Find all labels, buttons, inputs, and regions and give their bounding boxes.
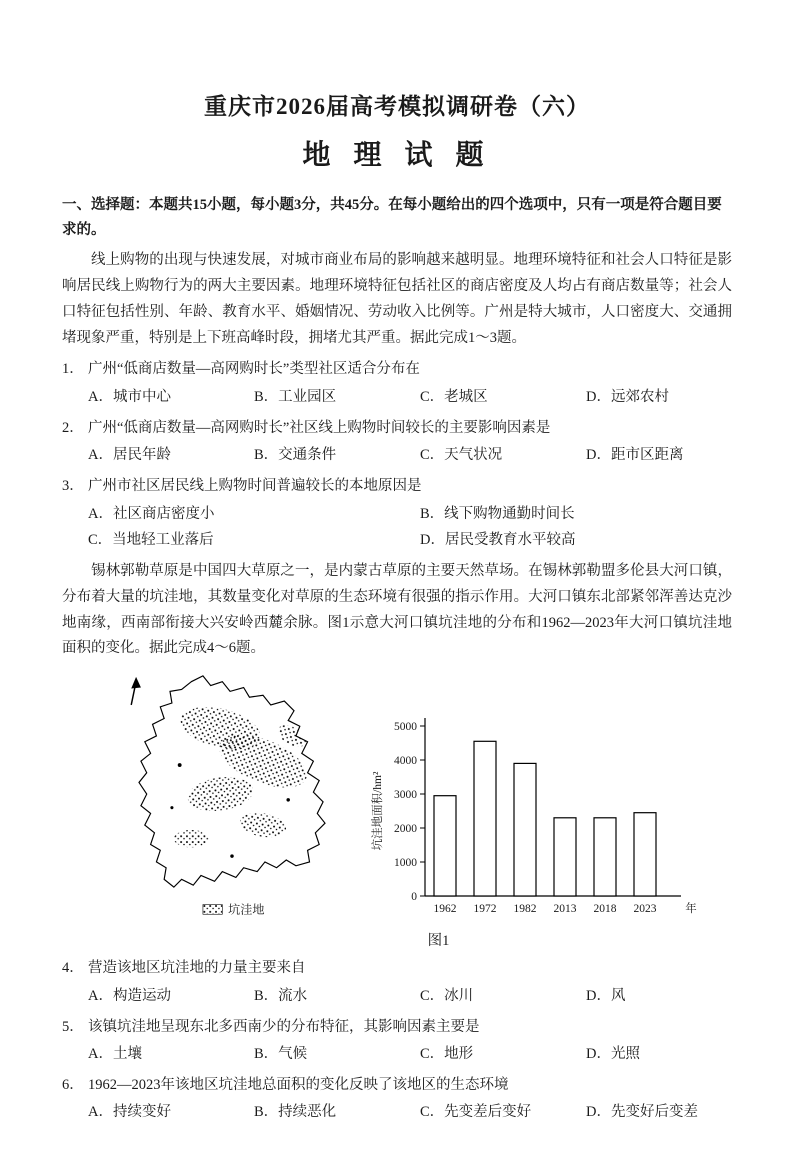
- question-options: [62, 384, 732, 410]
- svg-text:坑洼地面积/hm²: 坑洼地面积/hm²: [372, 771, 384, 851]
- option-b: B．流水: [254, 987, 308, 1004]
- svg-text:4000: 4000: [394, 755, 417, 768]
- svg-text:1000: 1000: [394, 857, 417, 870]
- map-legend: [203, 901, 265, 916]
- option-d: D．先变好后变差: [586, 1104, 698, 1121]
- option-d: D．距市区距离: [586, 447, 684, 464]
- svg-text:年: 年: [685, 903, 697, 916]
- question-number: 6．: [62, 1077, 84, 1094]
- option-a: A．土壤: [88, 1046, 142, 1062]
- question-stem: [62, 357, 732, 382]
- question-stem: [62, 474, 732, 499]
- page-title: 重庆市2026届高考模拟调研卷（六）: [204, 94, 590, 119]
- bar-chart-svg: [365, 710, 725, 922]
- passage-2: 锡林郭勒草原是中国四大草原之一，是内蒙古草原的主要天然草场。在锡林郭勒盟多伦县大河口镇，分布着大量的坑洼地，其数量变化对草原的生态环境有很强的指示作用。大河口镇东北部紧邻浑善达克沙地南缘，西南部衔接大兴安岭西麓余脉。图1示意大河口镇坑洼地的分布和1962—2023年大河口镇坑洼地面积的变化。据此完成4～6题。: [62, 562, 732, 657]
- map-svg: [107, 672, 357, 922]
- option-b: B．交通条件: [254, 447, 337, 464]
- question-number: 5．: [62, 1018, 84, 1035]
- question-text: 营造该地区坑洼地的力量主要来自: [88, 960, 306, 977]
- question-number: 1．: [62, 361, 84, 378]
- question-stem: [62, 1073, 732, 1098]
- option-c: C．冰川: [420, 987, 474, 1004]
- question-2: [62, 416, 732, 468]
- option-a: A．居民年龄: [88, 447, 171, 464]
- svg-text:2023: 2023: [633, 903, 657, 916]
- question-text: 1962—2023年该地区坑洼地总面积的变化反映了该地区的生态环境: [88, 1077, 509, 1094]
- question-number: 2．: [62, 419, 84, 436]
- option-a: A．社区商店密度小: [88, 505, 215, 522]
- question-stem: [62, 416, 732, 441]
- question-3: [62, 474, 732, 553]
- option-c: C．老城区: [420, 388, 488, 405]
- option-c: C．天气状况: [420, 447, 503, 464]
- legend-swatch-icon: [203, 905, 222, 915]
- option-a: A．构造运动: [88, 987, 171, 1004]
- option-d: D．远郊农村: [586, 388, 669, 405]
- svg-text:5000: 5000: [394, 721, 417, 734]
- question-number: 3．: [62, 478, 84, 495]
- svg-text:3000: 3000: [394, 789, 417, 802]
- option-c: C．先变差后变好: [420, 1104, 532, 1121]
- option-c: C．当地轻工业落后: [88, 531, 214, 548]
- passage-1: 线上购物的出现与快速发展，对城市商业布局的影响越来越明显。地理环境特征和社会人口特征是影响居民线上购物行为的两大主要因素。地理环境特征包括社区的商店密度及人均占有商店数量等；社会人口特征包括性别、年龄、教育水平、婚姻情况、劳动收入比例等。广州是特大城市，人口密度大、交通拥堵现象严重，特别是上下班高峰时段，拥堵尤其严重。据此完成1～3题。: [62, 252, 732, 346]
- option-c: C．地形: [420, 1046, 474, 1062]
- option-b: B．持续恶化: [254, 1104, 337, 1121]
- question-stem: [62, 1015, 732, 1040]
- question-options: [62, 1041, 732, 1067]
- legend-label: 坑洼地: [228, 902, 265, 917]
- page-subtitle: 地 理 试 题: [302, 140, 492, 171]
- svg-text:1972: 1972: [473, 903, 497, 916]
- svg-text:2013: 2013: [553, 903, 577, 916]
- svg-text:2018: 2018: [593, 903, 617, 916]
- question-options: [62, 983, 732, 1009]
- svg-text:1962: 1962: [433, 903, 457, 916]
- option-a: A．持续变好: [88, 1104, 171, 1121]
- question-text: 广州“低商店数量—高网购时长”社区线上购物时间较长的主要影响因素是: [88, 419, 551, 436]
- figure-1: [107, 672, 732, 927]
- option-b: B．气候: [254, 1046, 308, 1062]
- area-bar-chart: [365, 710, 725, 927]
- option-d: D．风: [586, 987, 626, 1004]
- option-d: D．光照: [586, 1046, 640, 1062]
- question-number: 4．: [62, 960, 84, 977]
- option-d: D．居民受教育水平较高: [420, 531, 576, 548]
- question-options: [62, 442, 732, 468]
- distribution-map: [107, 672, 357, 927]
- figure-caption: 图1: [427, 933, 450, 950]
- option-a: A．城市中心: [88, 388, 171, 405]
- question-text: 广州市社区居民线上购物时间普遍较长的本地原因是: [88, 478, 422, 495]
- question-text: 该镇坑洼地呈现东北多西南少的分布特征，其影响因素主要是: [88, 1018, 480, 1035]
- svg-text:0: 0: [411, 891, 417, 904]
- option-b: B．线下购物通勤时间长: [420, 505, 575, 522]
- section-instructions: 一、选择题：本题共15小题，每小题3分，共45分。在每小题给出的四个选项中，只有一项是符合题目要求的。: [62, 197, 722, 238]
- question-6: [62, 1073, 732, 1125]
- svg-text:2000: 2000: [394, 823, 417, 836]
- question-4: [62, 956, 732, 1008]
- svg-text:1982: 1982: [513, 903, 537, 916]
- question-options: [62, 1099, 732, 1125]
- option-b: B．工业园区: [254, 388, 337, 405]
- north-arrow-icon: [131, 677, 141, 705]
- question-5: [62, 1015, 732, 1067]
- question-1: [62, 357, 732, 409]
- question-stem: [62, 956, 732, 981]
- question-options: [62, 501, 732, 553]
- question-text: 广州“低商店数量—高网购时长”类型社区适合分布在: [88, 361, 420, 378]
